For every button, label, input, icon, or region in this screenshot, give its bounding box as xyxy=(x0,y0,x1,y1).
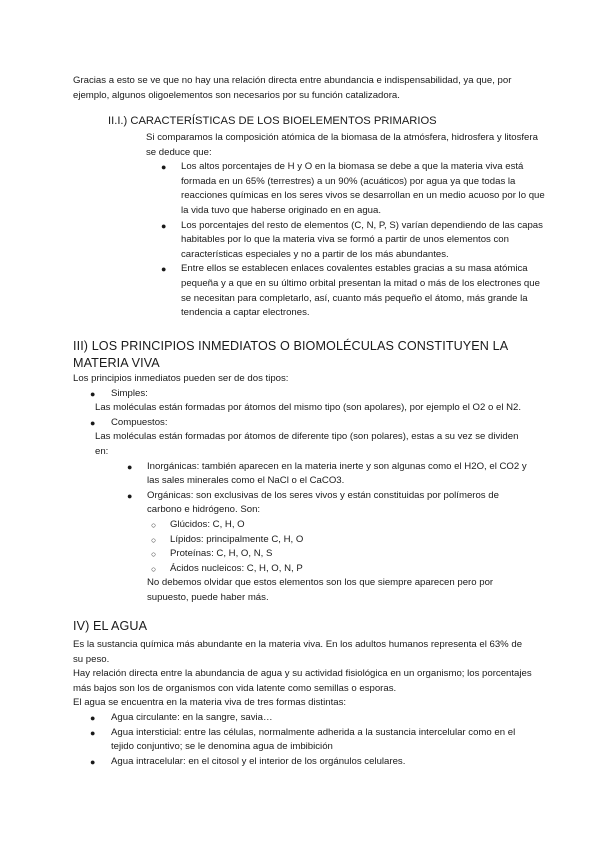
list-item xyxy=(147,562,533,577)
list-item-compuestos xyxy=(73,416,533,606)
list-item xyxy=(147,518,533,533)
bullet-icon: ● xyxy=(90,756,96,767)
list-item xyxy=(147,547,533,562)
list-item-label: Simples: xyxy=(111,387,148,399)
list-item-text: Proteínas: C, H, O, N, S xyxy=(170,548,273,560)
list-item xyxy=(161,219,546,263)
section-lead: Los principios inmediatos pueden ser de dos tipos: xyxy=(73,373,289,384)
list-item-label: Compuestos: xyxy=(111,416,168,428)
list-item-text: Glúcidos: C, H, O xyxy=(170,518,245,530)
list-item-text: Orgánicas: son exclusivas de los seres vivos y están constituidas por polímeros de carbono e hidrógeno. Son: xyxy=(147,489,499,516)
list-item-text: Los porcentajes del resto de elementos (C, N, P, S) varían dependiendo de las capas habitables por lo que la materia viva se formó a partir de unos elementos con características especiales y no a partir de los más abundantes. xyxy=(181,219,543,260)
list-item-text: Las moléculas están formadas por átomos del mismo tipo (son apolares), por ejemplo el O2 o el N2. xyxy=(95,402,522,414)
section-el-agua xyxy=(73,618,533,769)
list-item-text: Inorgánicas: también aparecen en la materia inerte y son algunas como el H2O, el CO2 y las sales minerales como el NaCl o el CaCO3. xyxy=(147,460,527,487)
list-item-text: Ácidos nucleicos: C, H, O, N, P xyxy=(170,562,303,574)
section-principios-inmediatos xyxy=(73,338,533,606)
intro-paragraph: Gracias a esto se ve que no hay una relación directa entre abundancia e indispensabilidad, ya que, por ejemplo, algunos oligoelementos son necesarios por su función catalizadora. xyxy=(73,75,512,101)
list-item-text: Las moléculas están formadas por átomos de diferente tipo (son polares), estas a su vez se dividen en: xyxy=(95,431,519,457)
circle-bullet-icon: ○ xyxy=(151,549,157,560)
circle-bullet-icon: ○ xyxy=(151,534,157,545)
bullet-icon: ● xyxy=(90,388,96,399)
list-item-simples xyxy=(73,387,533,416)
bullet-list xyxy=(73,711,533,769)
list-item-text: Lípidos: principalmente C, H, O xyxy=(170,533,304,545)
list-item xyxy=(73,726,533,755)
list-item-text: Los altos porcentajes de H y O en la biomasa se debe a que la materia viva está formada en un 65% (terrestres) a un 90% (acuáticos) por agua ya que todas la reacciones químicas en los seres vivos se desarrollan en un medio acuoso por lo que la vida tuvo que haberse originado en en agua. xyxy=(181,161,545,216)
section-heading: III) LOS PRINCIPIOS INMEDIATOS O BIOMOLÉCULAS CONSTITUYEN LA MATERIA VIVA xyxy=(73,339,508,370)
sub-bullet-list xyxy=(147,518,533,576)
list-item-organicas xyxy=(127,489,533,577)
list-item-text: Agua intracelular: en el citosol y el interior de los orgánulos celulares. xyxy=(111,755,406,767)
paragraph: El agua se encuentra en la materia viva de tres formas distintas: xyxy=(73,697,347,709)
bullet-icon: ● xyxy=(90,712,96,723)
bullet-icon: ● xyxy=(161,264,167,275)
bullet-list xyxy=(73,387,533,606)
section-heading: IV) EL AGUA xyxy=(73,619,148,633)
nested-bullet-list xyxy=(127,460,533,577)
bullet-icon: ● xyxy=(127,490,133,501)
section-bioelementos-primarios xyxy=(108,114,548,321)
list-item xyxy=(73,755,533,770)
circle-bullet-icon: ○ xyxy=(151,519,157,530)
circle-bullet-icon: ○ xyxy=(151,563,157,574)
paragraph: Es la sustancia química más abundante en la materia viva. En los adultos humanos representa el 63% de su peso. xyxy=(73,639,523,665)
paragraph: Hay relación directa entre la abundancia de agua y su actividad fisiológica en un organismo; los porcentajes más bajos son los de organismos con vida latente como semillas o esporas. xyxy=(73,668,532,694)
note-paragraph: No debemos olvidar que estos elementos son los que siempre aparecen pero por supuesto, puede haber más. xyxy=(147,577,494,603)
bullet-icon: ● xyxy=(161,220,167,231)
list-item xyxy=(147,533,533,548)
list-item xyxy=(161,160,546,218)
list-item-inorganicas xyxy=(127,460,533,489)
bullet-icon: ● xyxy=(127,461,133,472)
list-item-text: Agua circulante: en la sangre, savia… xyxy=(111,711,273,723)
section-lead: Si comparamos la composición atómica de la biomasa de la atmósfera, hidrosfera y litosfera se deduce que: xyxy=(146,132,538,158)
list-item-text: Agua intersticial: entre las células, normalmente adherida a la sustancia intercelular como en el tejido conjuntivo; se le denomina agua de imbibición xyxy=(111,726,516,753)
bullet-icon: ● xyxy=(90,417,96,428)
bullet-icon: ● xyxy=(161,162,167,173)
list-item xyxy=(73,711,533,726)
bullet-icon: ● xyxy=(90,727,96,738)
list-item xyxy=(161,262,546,320)
section-heading: II.I.) CARACTERÍSTICAS DE LOS BIOELEMENTOS PRIMARIOS xyxy=(108,115,437,127)
bullet-list xyxy=(161,160,546,321)
list-item-text: Entre ellos se establecen enlaces covalentes estables gracias a su masa atómica pequeña y a que en su último orbital presentan la mitad o más de los electrones que se necesitan para completarlo, así, cuanto más pequeño el átomo, más grande la tendencia a captar electrones. xyxy=(181,263,540,319)
